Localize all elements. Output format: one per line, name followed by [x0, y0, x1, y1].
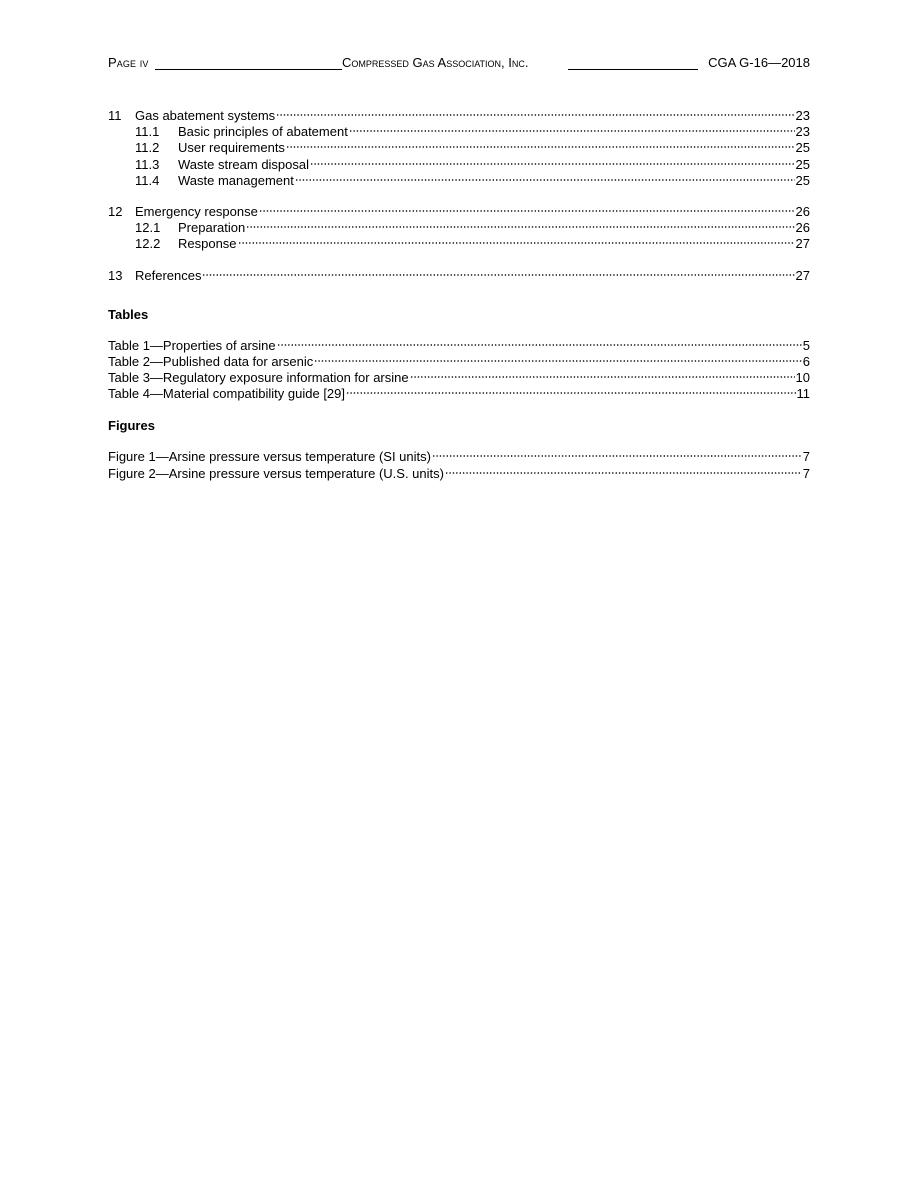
dot-leader: [310, 162, 795, 166]
toc-entry-title: Table 4—Material compatibility guide [29]: [108, 386, 346, 402]
dot-leader: [286, 145, 795, 149]
toc-group: [108, 268, 810, 284]
toc-entry-title: Figure 2—Arsine pressure versus temperature (U.S. units): [108, 465, 444, 481]
toc-entry-title: Table 1—Properties of arsine: [108, 337, 276, 353]
toc-section-entry[interactable]: [108, 108, 810, 124]
dot-leader: [349, 129, 795, 133]
header-rule: [155, 69, 342, 70]
toc-entry-page: 23: [795, 108, 810, 123]
toc-entry-page: 26: [795, 220, 810, 236]
toc-entry-page: 7: [802, 465, 810, 481]
toc-entry-page: 7: [802, 449, 810, 465]
toc-section-entry[interactable]: [108, 268, 810, 284]
dot-leader: [259, 209, 795, 213]
toc-entry-title: Table 2—Published data for arsenic: [108, 353, 314, 369]
toc-entry-title: Waste stream disposal: [178, 156, 310, 172]
toc-entry-number: 11.1: [135, 124, 160, 140]
toc-entry-page: 27: [795, 267, 810, 283]
dot-leader: [432, 454, 802, 458]
dot-leader: [238, 241, 795, 245]
toc-spacer: [108, 284, 810, 299]
toc-section-entry[interactable]: [108, 204, 810, 220]
figure-list-entry[interactable]: [108, 449, 810, 465]
toc-entry-number: 12.1: [135, 220, 161, 236]
toc-entry-number: 13: [108, 267, 123, 283]
toc-entry-number: 11.4: [135, 172, 160, 188]
toc-entry-number: 12: [108, 203, 123, 219]
figure-list-entry[interactable]: [108, 466, 810, 482]
toc-entry-title: User requirements: [178, 140, 285, 156]
table-list-entry[interactable]: [108, 338, 810, 354]
toc-group: [108, 108, 810, 189]
dot-leader: [202, 273, 794, 277]
toc-entry-page: 23: [795, 124, 810, 140]
header-rule: [568, 69, 698, 70]
toc-entry-title: References: [135, 267, 202, 283]
toc-subsection-entry[interactable]: [108, 220, 810, 236]
toc-subsection-entry[interactable]: [108, 140, 810, 156]
toc-entry-number: 11.3: [135, 156, 160, 172]
toc-subsection-entry[interactable]: [108, 236, 810, 252]
toc-subsection-entry[interactable]: [108, 124, 810, 140]
table-of-contents: [108, 108, 810, 482]
dot-leader: [295, 178, 795, 182]
dot-leader: [314, 359, 802, 363]
toc-entry-title: Emergency response: [135, 203, 258, 219]
toc-subsection-entry[interactable]: [108, 173, 810, 189]
toc-entry-page: 25: [795, 172, 810, 188]
toc-subsection-entry[interactable]: [108, 157, 810, 173]
dot-leader: [445, 471, 802, 475]
toc-entry-title: Table 3—Regulatory exposure information for arsine: [108, 370, 409, 386]
toc-entry-title: Waste management: [178, 172, 294, 188]
toc-entry-title: Response: [178, 236, 237, 252]
list-of-figures: [108, 449, 810, 481]
toc-entry-page: 26: [795, 203, 810, 219]
toc-spacer: [108, 189, 810, 204]
toc-entry-title: Figure 1—Arsine pressure versus temperature (SI units): [108, 449, 431, 465]
dot-leader: [246, 225, 794, 229]
toc-entry-title: Basic principles of abatement: [178, 124, 348, 140]
toc-entry-page: 25: [795, 156, 810, 172]
toc-entry-page: 11: [796, 386, 810, 402]
toc-entry-number: 11: [108, 108, 122, 123]
toc-entry-number: 12.2: [135, 236, 161, 252]
toc-entry-page: 10: [795, 370, 810, 386]
toc-entry-title: Gas abatement systems: [135, 108, 276, 123]
header-publisher: Compressed Gas Association, Inc.: [342, 55, 529, 70]
toc-entry-page: 6: [802, 353, 810, 369]
dot-leader: [346, 391, 795, 395]
table-list-entry[interactable]: [108, 354, 810, 370]
running-header: [108, 54, 810, 71]
toc-sections: [108, 108, 810, 299]
toc-entry-page: 25: [795, 140, 810, 156]
dot-leader: [410, 375, 795, 379]
list-of-tables: [108, 338, 810, 403]
toc-entry-page: 5: [802, 337, 810, 353]
header-document-id: CGA G-16—2018: [708, 55, 810, 70]
table-list-entry[interactable]: [108, 370, 810, 386]
tables-heading: Tables: [108, 306, 149, 322]
toc-entry-title: Preparation: [178, 220, 246, 236]
dot-leader: [276, 113, 794, 117]
toc-spacer: [108, 253, 810, 268]
header-page-number: Page iv: [108, 55, 149, 70]
figures-heading: Figures: [108, 418, 155, 434]
dot-leader: [277, 343, 802, 347]
table-list-entry[interactable]: [108, 386, 810, 402]
toc-group: [108, 204, 810, 253]
toc-entry-page: 27: [795, 236, 810, 252]
toc-entry-number: 11.2: [135, 140, 160, 156]
